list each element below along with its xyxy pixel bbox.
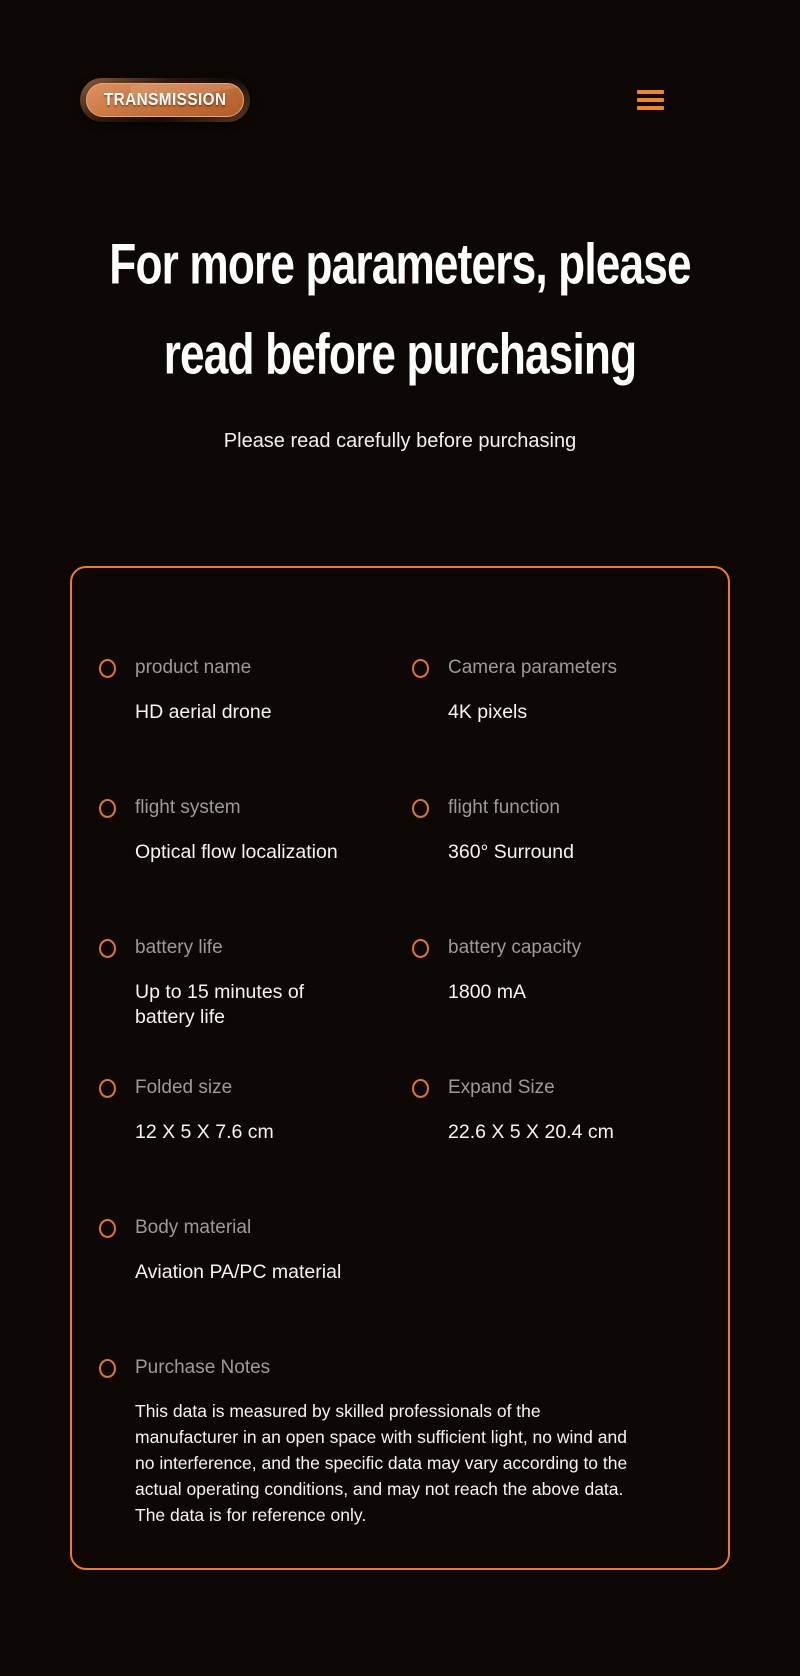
spec-item-expand-size <box>412 1076 701 1216</box>
spec-value: Up to 15 minutes of battery life <box>135 981 305 1028</box>
spec-item-battery-capacity <box>412 936 701 1076</box>
menu-bar <box>637 106 664 110</box>
spec-item-body-material <box>99 1216 412 1356</box>
spec-label: flight function <box>448 797 560 818</box>
spec-item-flight-function <box>412 796 701 936</box>
spec-item-head <box>412 936 701 960</box>
spec-item-spacer <box>412 1216 701 1356</box>
circle-outline-icon <box>412 659 429 678</box>
spec-value: Aviation PA/PC material <box>135 1261 342 1283</box>
spec-item-head <box>412 656 701 680</box>
page-subtitle: Please read carefully before purchasing <box>223 430 577 452</box>
spec-item-head <box>99 796 412 820</box>
spec-item-head <box>99 1356 701 1380</box>
circle-outline-icon <box>99 1359 116 1378</box>
spec-label: flight system <box>135 797 241 818</box>
spec-value: 12 X 5 X 7.6 cm <box>135 1121 274 1143</box>
spec-value: 360° Surround <box>448 841 574 863</box>
menu-bar <box>637 90 664 94</box>
circle-outline-icon <box>99 1079 116 1098</box>
spec-label: battery capacity <box>448 937 582 958</box>
spec-item-purchase-notes <box>99 1356 701 1528</box>
spec-label: Expand Size <box>448 1077 555 1098</box>
spec-item-head <box>99 1216 412 1240</box>
circle-outline-icon <box>99 659 116 678</box>
spec-label: battery life <box>135 937 223 958</box>
spec-label: Folded size <box>135 1077 233 1098</box>
spec-label: Body material <box>135 1217 252 1238</box>
menu-bar <box>637 98 664 102</box>
spec-value: 4K pixels <box>448 701 528 723</box>
page-title <box>0 220 800 400</box>
transmission-badge <box>80 78 250 122</box>
circle-outline-icon <box>99 1219 116 1238</box>
spec-item-head <box>99 1076 412 1100</box>
page-title-line1: For more parameters, please <box>109 233 691 297</box>
circle-outline-icon <box>99 939 116 958</box>
circle-outline-icon <box>412 939 429 958</box>
spec-label: Purchase Notes <box>135 1357 271 1378</box>
spec-item-battery-life <box>99 936 412 1076</box>
circle-outline-icon <box>412 799 429 818</box>
spec-item-camera-parameters <box>412 656 701 796</box>
spec-value: HD aerial drone <box>135 701 272 723</box>
circle-outline-icon <box>412 1079 429 1098</box>
spec-item-head <box>412 796 701 820</box>
spec-value: 1800 mA <box>448 981 527 1003</box>
spec-item-head <box>99 656 412 680</box>
hamburger-menu-icon[interactable] <box>637 90 664 110</box>
spec-item-folded-size <box>99 1076 412 1216</box>
page-title-line2: read before purchasing <box>163 323 637 387</box>
spec-item-head <box>99 936 412 960</box>
spec-value: 22.6 X 5 X 20.4 cm <box>448 1121 614 1143</box>
spec-item-product-name <box>99 656 412 796</box>
header <box>0 0 800 122</box>
spec-item-flight-system <box>99 796 412 936</box>
purchase-notes-text: This data is measured by skilled professionals of the manufacturer in an open space with sufficient light, no wind and no interference, and the specific data may vary according to the actual operating conditions, and may not reach the above data. The data is for reference only. <box>135 1401 628 1525</box>
circle-outline-icon <box>99 799 116 818</box>
spec-value: Optical flow localization <box>135 841 338 863</box>
spec-label: Camera parameters <box>448 657 617 678</box>
spec-label: product name <box>135 657 252 678</box>
spec-item-head <box>412 1076 701 1100</box>
spec-grid <box>99 656 701 1356</box>
transmission-badge-label: TRANSMISSION <box>103 89 227 110</box>
spec-card <box>70 566 730 1570</box>
transmission-badge-pill <box>86 83 244 117</box>
